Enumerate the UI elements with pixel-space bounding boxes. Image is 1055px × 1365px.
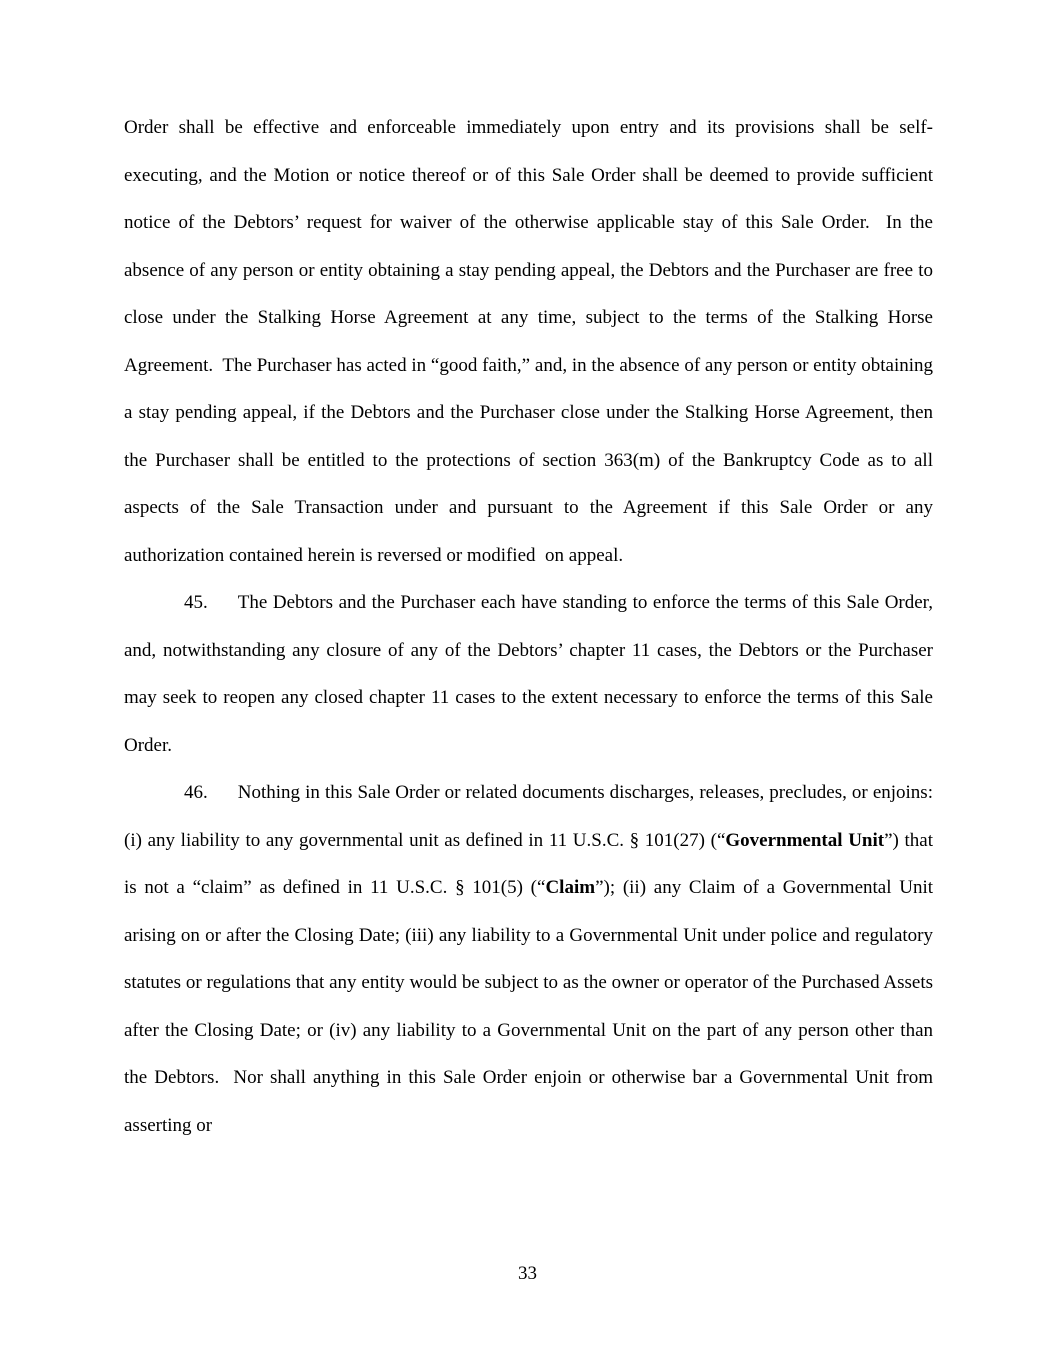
page-number: 33: [518, 1263, 537, 1284]
paragraph: [124, 104, 933, 579]
text-run: Order shall be effective and enforceable immediately upon entry and its provisions shall be self-executing, and the Motion or notice thereof or of this Sale Order shall be deemed to provide sufficient notice of the Debtors’ request for waiver of the otherwise applicable stay of this Sale Order. In the absence of any person or entity obtaining a stay pending appeal, the Debtors and the Purchaser are free to close under the Stalking Horse Agreement at any time, subject to the terms of the Stalking Horse Agreement. The Purchaser has acted in “good faith,” and, in the absence of any person or entity obtaining a stay pending appeal, if the Debtors and the Purchaser close under the Stalking Horse Agreement, then the Purchaser shall be entitled to the protections of section 363(m) of the Bankruptcy Code as to all aspects of the Sale Transaction under and pursuant to the Agreement if this Sale Order or any authorization contained herein is reversed or modified on appeal.: [124, 117, 933, 566]
text-run: Nothing in this Sale Order or related documents discharges, releases, precludes, or enjoins: (i) any liability to any governmental unit as defined in 11 U.S.C. § 101(27) (“: [124, 782, 933, 851]
text-run: 45.: [184, 592, 208, 613]
text-run: The Debtors and the Purchaser each have standing to enforce the terms of this Sale Order, and, notwithstanding any closure of any of the Debtors’ chapter 11 cases, the Debtors or the Purchaser may seek to reopen any closed chapter 11 cases to the extent necessary to enforce the terms of this Sale Order.: [124, 592, 933, 756]
text-run: ”) that is not a “claim” as defined in 11 U.S.C. § 101(5) (“: [124, 829, 933, 898]
text-run: 46.: [184, 782, 208, 803]
defined-term: Governmental Unit: [725, 829, 885, 851]
text-run: ”); (ii) any Claim of a Governmental Unit arising on or after the Closing Date; (iii) any liability to a Governmental Unit under police and regulatory statutes or regulations that any entity would be subject to as the owner or operator of the Purchased Assets after the Closing Date; or (iv) any liability to a Governmental Unit on the part of any person other than the Debtors. Nor shall anything in this Sale Order enjoin or otherwise bar a Governmental Unit from asserting or: [124, 877, 933, 1136]
paragraph: [124, 579, 933, 769]
defined-term: Claim: [545, 877, 596, 898]
document-body: [124, 104, 933, 1149]
paragraph: [124, 769, 933, 1149]
